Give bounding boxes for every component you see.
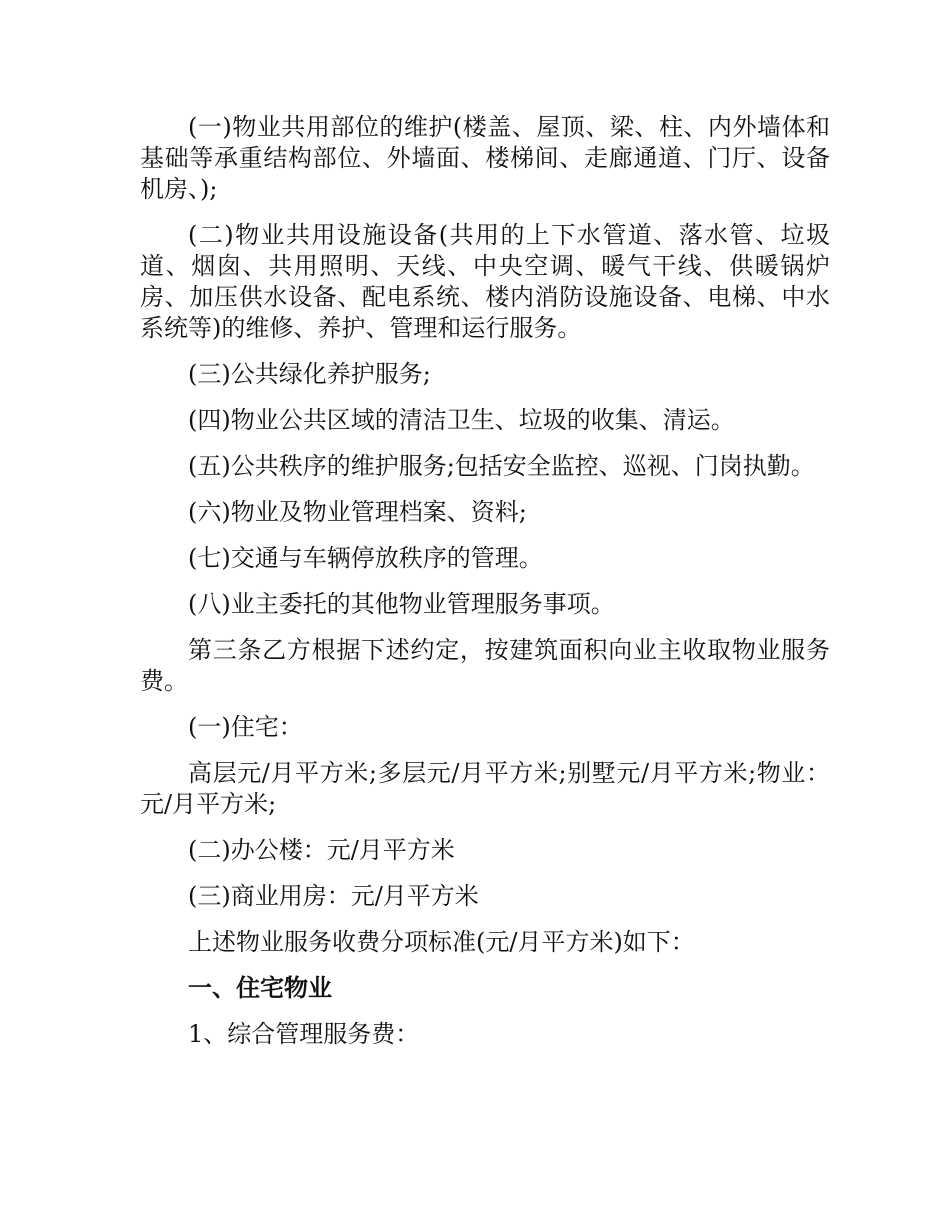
paragraph-5: (五)公共秩序的维护服务;包括安全监控、巡视、门岗执勤。 — [188, 452, 815, 480]
document-page — [140, 112, 830, 1065]
paragraph-2: (二)物业共用设施设备(共用的上下水管道、落水管、垃圾道、烟囱、共用照明、天线、中央空调、暖气干线、供暖锅炉房、加压供水设备、配电系统、楼内消防设施设备、电梯、中水系统等)的维修、养护、管理和运行服务。 — [140, 221, 830, 342]
paragraph-6: (六)物业及物业管理档案、资料; — [188, 498, 527, 526]
paragraph-13: (三)商业用房：元/月平方米 — [188, 882, 479, 910]
paragraph-15: 1、综合管理服务费： — [188, 1020, 420, 1048]
paragraph-4: (四)物业公共区域的清洁卫生、垃圾的收集、清运。 — [188, 406, 735, 434]
section-heading: 一、住宅物业 — [188, 974, 332, 1002]
paragraph-7: (七)交通与车辆停放秩序的管理。 — [188, 544, 543, 572]
paragraph-9: 第三条乙方根据下述约定，按建筑面积向业主收取物业服务费。 — [140, 636, 830, 695]
paragraph-1: (一)物业共用部位的维护(楼盖、屋顶、梁、柱、内外墙体和基础等承重结构部位、外墙面、楼梯间、走廊通道、门厅、设备机房、); — [140, 113, 830, 203]
paragraph-8: (八)业主委托的其他物业管理服务事项。 — [188, 590, 615, 618]
paragraph-12: (二)办公楼：元/月平方米 — [188, 836, 455, 864]
paragraph-11: 高层元/月平方米;多层元/月平方米;别墅元/月平方米;物业：元/月平方米; — [140, 759, 830, 818]
paragraph-10: (一)住宅： — [188, 713, 303, 741]
paragraph-14: 上述物业服务收费分项标准(元/月平方米)如下： — [188, 928, 695, 956]
paragraph-3: (三)公共绿化养护服务; — [188, 360, 431, 388]
